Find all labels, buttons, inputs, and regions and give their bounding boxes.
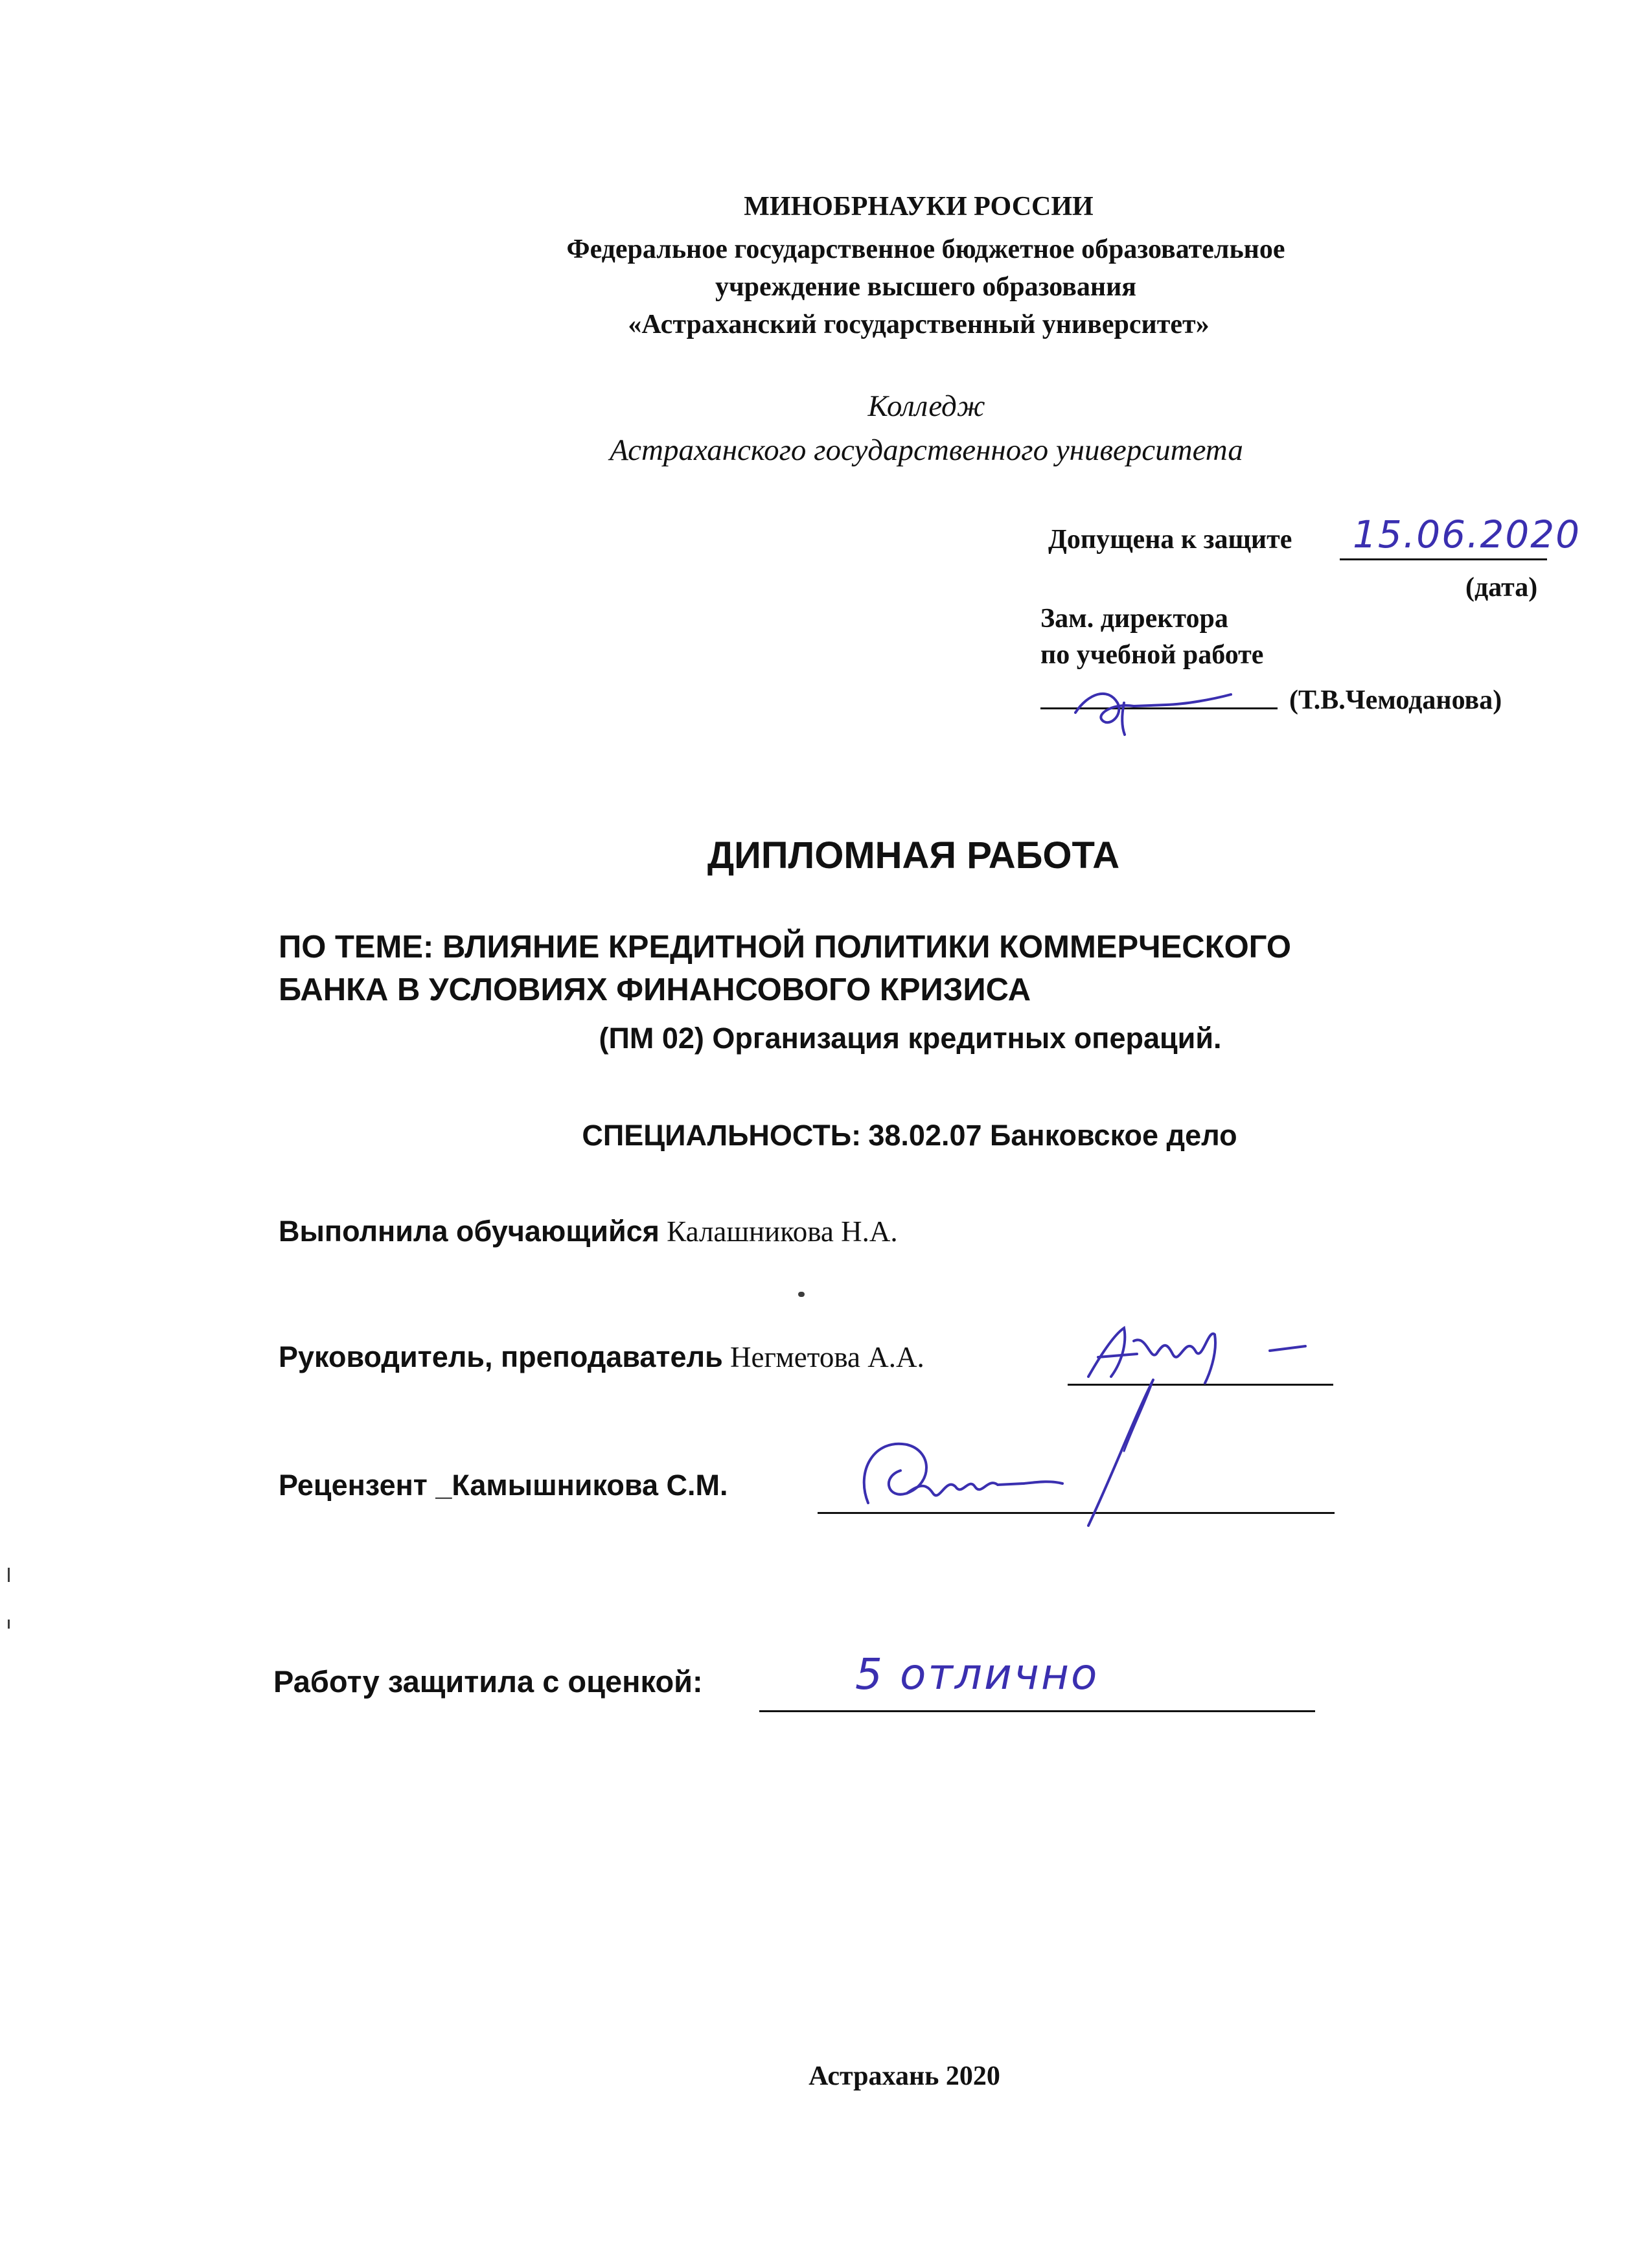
scan-edge-mark [8,1620,10,1629]
approver-signature [1062,667,1237,739]
institution-line-2: учреждение высшего образования [715,272,1137,302]
student-name: Калашникова Н.А. [667,1215,898,1248]
specialty-value: 38.02.07 Банковское дело [868,1119,1237,1152]
city-year: Астрахань 2020 [809,2061,1000,2091]
scan-speck [798,1292,805,1297]
grade-handwritten: 5 отлично [855,1649,1099,1699]
specialty-label: СПЕЦИАЛЬНОСТЬ: [582,1119,862,1152]
student-line [279,1217,898,1246]
reviewer-label: Рецензент _Камышникова С.М. [279,1469,728,1502]
module-line: (ПМ 02) Организация кредитных операций. [599,1022,1222,1055]
student-label: Выполнила обучающийся [279,1215,660,1248]
position-line-2: по учебной работе [1040,640,1264,670]
grade-label: Работу защитила с оценкой: [273,1664,703,1699]
supervisor-label: Руководитель, преподаватель [279,1340,723,1373]
scan-edge-mark [8,1568,10,1582]
specialty-line [582,1121,1237,1151]
admitted-date-handwritten: 15.06.2020 [1353,512,1581,556]
reviewer-signature [829,1373,1166,1529]
grade-line [759,1710,1315,1712]
date-caption: (дата) [1465,573,1538,602]
admitted-date-line [1340,558,1547,560]
position-line-1: Зам. директора [1040,604,1228,634]
college-title: Колледж [867,389,985,423]
topic-line-2: БАНКА В УСЛОВИЯХ ФИНАНСОВОГО КРИЗИСА [279,972,1031,1007]
supervisor-line [279,1342,924,1372]
approver-name: (Т.В.Чемоданова) [1289,685,1502,715]
work-type-title: ДИПЛОМНАЯ РАБОТА [707,834,1120,876]
ministry-name: МИНОБРНАУКИ РОССИИ [744,192,1094,222]
topic-line-1: ПО ТЕМЕ: ВЛИЯНИЕ КРЕДИТНОЙ ПОЛИТИКИ КОММЕРЧЕСКОГО [279,930,1291,965]
university-name: «Астраханский государственный университет» [628,310,1210,339]
admitted-label: Допущена к защите [1048,525,1292,555]
supervisor-name: Негметова А.А. [730,1341,924,1373]
institution-line-1: Федеральное государственное бюджетное образовательное [566,235,1285,264]
college-subtitle: Астраханского государственного университета [610,433,1243,467]
